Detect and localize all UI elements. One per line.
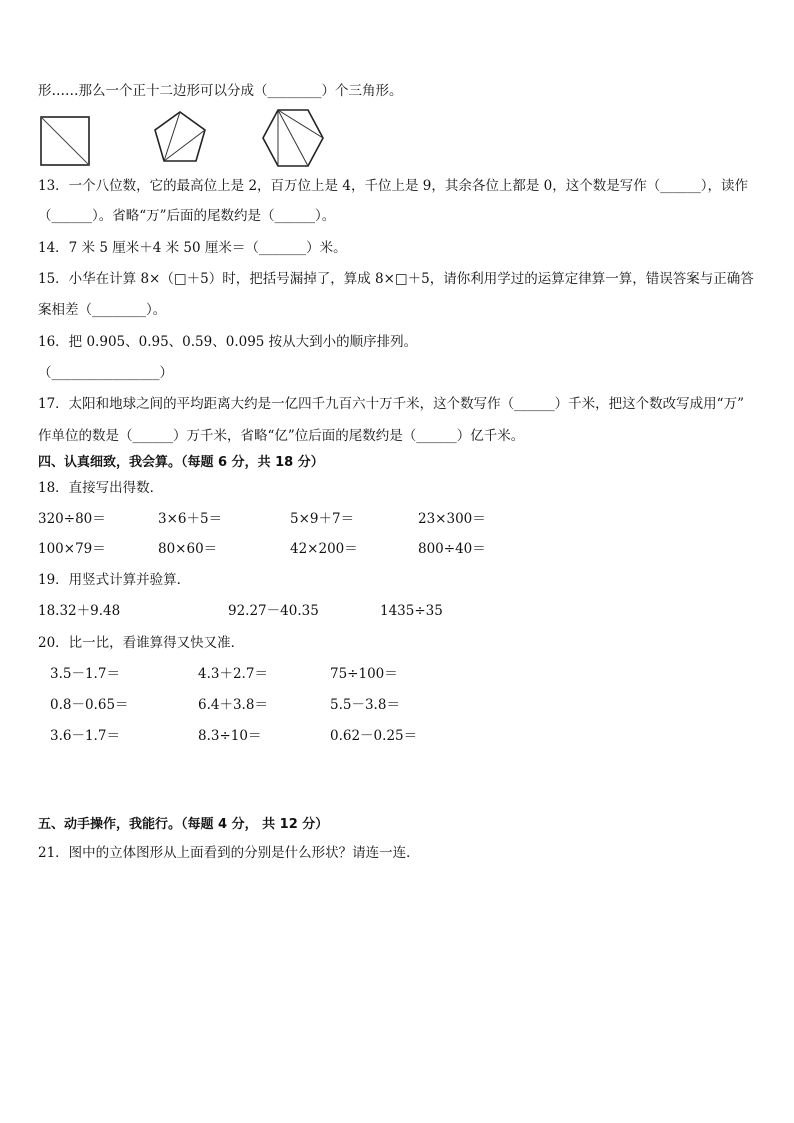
q20-item: 4.3＋2.7＝: [198, 666, 268, 682]
q15-line2: 案相差（________）。: [38, 302, 167, 318]
q18-item: 42×200＝: [290, 541, 358, 557]
q20-title: 20．比一比，看谁算得又快又准．: [38, 635, 245, 651]
q16-line2: （________________）: [38, 365, 173, 381]
q18-item: 800÷40＝: [418, 541, 486, 557]
section-5-heading: 五、动手操作，我能行。（每题 4 分， 共 12 分）: [38, 817, 329, 832]
q20-item: 8.3÷10＝: [198, 728, 262, 744]
q19-item: 18.32＋9.48: [38, 603, 121, 619]
q18-title: 18．直接写出得数．: [38, 480, 164, 496]
q20-item: 5.5－3.8＝: [330, 697, 400, 713]
q18-item: 100×79＝: [38, 541, 106, 557]
q20-item: 3.6－1.7＝: [50, 728, 120, 744]
q13-line1: 13．一个八位数，它的最高位上是 2，百万位上是 4，千位上是 9，其余各位上都是 0，这个数是写作（______），读作: [38, 178, 748, 194]
q12-text: 形……那么一个正十二边形可以分成（________）个三角形。: [38, 83, 403, 99]
q19-item: 92.27－40.35: [228, 603, 319, 619]
q14-text: 14．7 米 5 厘米＋4 米 50 厘米＝（_______）米。: [38, 240, 347, 256]
q15-line1: 15．小华在计算 8×（□＋5）时，把括号漏掉了，算成 8×□＋5，请你利用学过的运算定律算一算，错误答案与正确答: [38, 271, 754, 287]
q21-text: 21．图中的立体图形从上面看到的分别是什么形状？请连一连．: [38, 845, 420, 861]
q18-item: 3×6＋5＝: [158, 511, 223, 527]
q16-line1: 16．把 0.905、0.95、0.59、0.095 按从大到小的顺序排列。: [38, 334, 418, 350]
square-divided-figure: [38, 114, 92, 168]
q13-line2: （______）。省略“万”后面的尾数约是（______）。: [38, 208, 336, 224]
q18-item: 80×60＝: [158, 541, 218, 557]
q17-line1: 17．太阳和地球之间的平均距离大约是一亿四千九百六十万千米，这个数写作（______）千米，把这个数改写成用“万”: [38, 396, 744, 412]
q18-item: 5×9＋7＝: [290, 511, 355, 527]
section-4-heading: 四、认真细致，我会算。（每题 6 分，共 18 分）: [38, 455, 324, 470]
q20-item: 75÷100＝: [330, 666, 398, 682]
q20-item: 0.8－0.65＝: [50, 697, 129, 713]
hexagon-divided-figure: [260, 106, 326, 170]
q17-line2: 作单位的数是（______）万千米，省略“亿”位后面的尾数约是（______）亿千米。: [38, 428, 525, 444]
q20-item: 0.62－0.25＝: [330, 728, 418, 744]
q20-item: 6.4＋3.8＝: [198, 697, 268, 713]
q18-item: 320÷80＝: [38, 511, 106, 527]
pentagon-divided-figure: [150, 108, 210, 168]
q20-item: 3.5－1.7＝: [50, 666, 120, 682]
q19-item: 1435÷35: [380, 603, 443, 619]
q19-title: 19．用竖式计算并验算．: [38, 572, 191, 588]
q18-item: 23×300＝: [418, 511, 486, 527]
